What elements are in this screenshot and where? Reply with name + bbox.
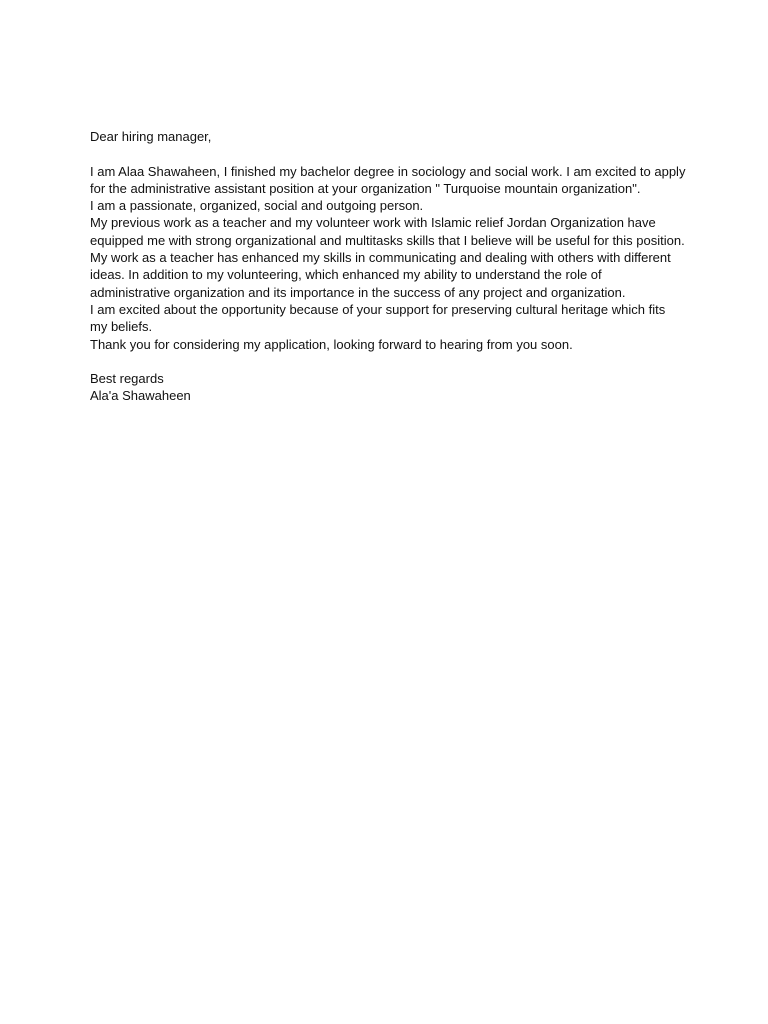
body-line: equipped me with strong organizational and multitasks skills that I believe will be useful for this position. bbox=[90, 232, 685, 248]
blank-line bbox=[90, 353, 690, 370]
body-line: Thank you for considering my application, looking forward to hearing from you soon. bbox=[90, 336, 573, 352]
body-line: My work as a teacher has enhanced my skills in communicating and dealing with others with different bbox=[90, 250, 671, 266]
body-line: ideas. In addition to my volunteering, which enhanced my ability to understand the role of bbox=[90, 267, 602, 283]
closing: Best regards bbox=[90, 371, 164, 387]
body-line: My previous work as a teacher and my volunteer work with Islamic relief Jordan Organization have bbox=[90, 215, 656, 231]
letter-body bbox=[90, 163, 690, 353]
body-line: I am excited about the opportunity because of your support for preserving cultural heritage which fits bbox=[90, 301, 666, 317]
body-line: for the administrative assistant position at your organization " Turquoise mountain organization". bbox=[90, 180, 641, 196]
body-line: I am Alaa Shawaheen, I finished my bachelor degree in sociology and social work. I am excited to apply bbox=[90, 163, 686, 179]
signature: Ala'a Shawaheen bbox=[90, 388, 191, 404]
body-line: my beliefs. bbox=[90, 319, 153, 335]
body-line: I am a passionate, organized, social and outgoing person. bbox=[90, 198, 424, 214]
body-line: administrative organization and its importance in the success of any project and organization. bbox=[90, 284, 626, 300]
blank-line bbox=[90, 145, 690, 162]
cover-letter bbox=[90, 128, 690, 405]
salutation: Dear hiring manager, bbox=[90, 129, 212, 144]
